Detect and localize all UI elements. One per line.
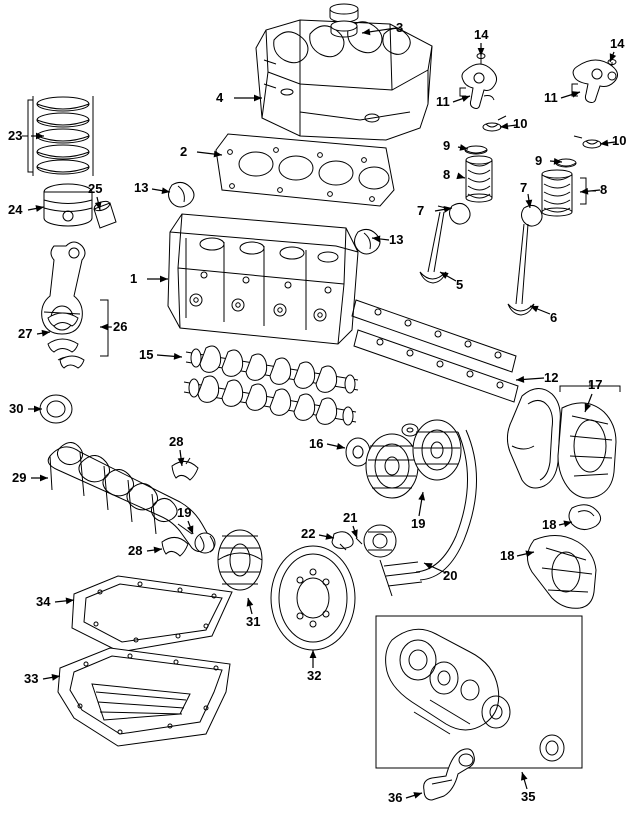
callout-26: 26 [113,319,128,334]
callout-22: 22 [301,526,316,541]
part-33-oil-pan [58,648,230,746]
callout-4: 4 [216,90,224,105]
callout-14-right: 14 [610,36,625,51]
callout-16: 16 [309,436,324,451]
callout-10-right: 10 [612,133,627,148]
callout-25: 25 [88,181,103,196]
callout-10: 10 [513,116,528,131]
callout-11: 11 [436,94,450,109]
callout-7-right: 7 [520,180,528,195]
callout-24: 24 [8,202,23,217]
callout-7: 7 [417,203,425,218]
callout-32: 32 [307,668,322,683]
callout-21: 21 [343,510,358,525]
arrowhead-29 [40,475,48,482]
callout-18-left: 18 [500,548,515,563]
arrowhead-21 [351,529,357,538]
callout-13: 13 [134,180,149,195]
arrowhead-27 [42,330,50,337]
part-19-tensioner-pulley [364,525,396,557]
arrowhead-1 [160,276,168,283]
arrowhead-12 [516,376,524,383]
part-6-exhaust-valve [508,224,534,315]
part-11-rocker-arm-right [573,60,617,103]
arrowhead-31 [247,598,254,607]
callout-15: 15 [139,347,154,362]
part-24-piston [44,184,92,226]
callout-12: 12 [544,370,559,385]
part-17-washer [402,424,418,436]
callout-9: 9 [443,138,451,153]
part-34-pan-gasket [72,576,232,652]
callout-31: 31 [246,614,261,629]
callout-28: 28 [169,434,184,449]
part-1-cylinder-head [168,214,358,344]
callout-18: 18 [542,517,557,532]
part-19-cam-sprocket-left [366,434,418,498]
callout-3: 3 [396,20,404,35]
part-3-cam-plug [330,4,358,22]
part-9-spring-seat-right [556,159,576,167]
callout-27: 27 [18,326,33,341]
callout-14: 14 [474,27,489,42]
callout-2: 2 [180,144,188,159]
part-19-cam-sprocket-right [413,420,461,480]
callout-35: 35 [521,789,536,804]
part-18-lower-cover [527,535,596,608]
callout-5: 5 [456,277,464,292]
callout-19-right: 19 [411,516,426,531]
callout-13-right: 13 [389,232,404,247]
callout-8: 8 [443,167,451,182]
arrowhead-28b [154,547,162,554]
callout-28-lower: 28 [128,543,143,558]
callout-19: 19 [177,505,192,520]
arrowhead-19b [418,492,425,500]
part-28-thrust-washer-upper [172,461,198,480]
callout-6: 6 [550,310,558,325]
part-10-retainer-left [483,116,506,131]
callout-11-right: 11 [544,90,558,105]
part-32-flywheel [271,546,355,650]
part-8-valve-spring-left [466,156,492,202]
part-8-valve-spring-right [542,170,572,216]
part-13-seal-right [355,229,381,254]
callout-30: 30 [9,401,24,416]
part-30-oil-seal [40,395,72,423]
callout-34: 34 [36,594,51,609]
callout-8-right: 8 [600,182,608,197]
part-9-spring-seat-left [465,146,487,154]
callout-20: 20 [443,568,458,583]
part-28-thrust-washer-lower [162,537,188,556]
part-22-tensioner-bolt [332,532,353,550]
arrowhead-16 [336,443,345,450]
arrowhead-36 [413,792,422,798]
arrowhead-26 [100,324,108,331]
callout-1: 1 [130,271,138,286]
part-35-oil-pump-box [376,616,582,768]
part-17-timing-cover-outer [558,403,616,498]
part-17-timing-cover-inner [507,388,560,488]
part-12-rocker-shafts [352,300,518,402]
part-31-crank-pulley [218,530,262,590]
arrowhead-34 [66,597,74,604]
callout-36: 36 [388,790,403,805]
arrowhead-11b [571,91,580,97]
part-27-bearing-lower [48,339,84,368]
callout-9-right: 9 [535,153,543,168]
part-4-head-cover [256,20,432,140]
part-19-pulley-key [195,533,215,553]
part-29-crankshaft [48,442,211,551]
arrowhead-14 [478,48,485,56]
part-2-head-gasket [216,134,394,206]
part-18-guide-upper [569,505,601,530]
part-7-valve-stem-seal-right [522,205,543,226]
part-13-seal-left [169,182,195,207]
arrowhead-15 [174,353,182,360]
arrowhead-32 [310,650,317,658]
arrowhead-35 [521,772,528,781]
part-36-oil-strainer [424,749,475,800]
callout-23: 23 [8,128,23,143]
callout-17: 17 [588,377,603,392]
part-10-retainer-right [574,136,601,148]
callout-33: 33 [24,671,39,686]
part-21-tensioner-arm [356,538,362,544]
part-11-rocker-arm-left [462,64,497,109]
arrowhead-8 [456,173,465,180]
arrowhead-24 [36,205,44,212]
part-7-valve-stem-seal-left [450,203,471,224]
callout-29: 29 [12,470,27,485]
